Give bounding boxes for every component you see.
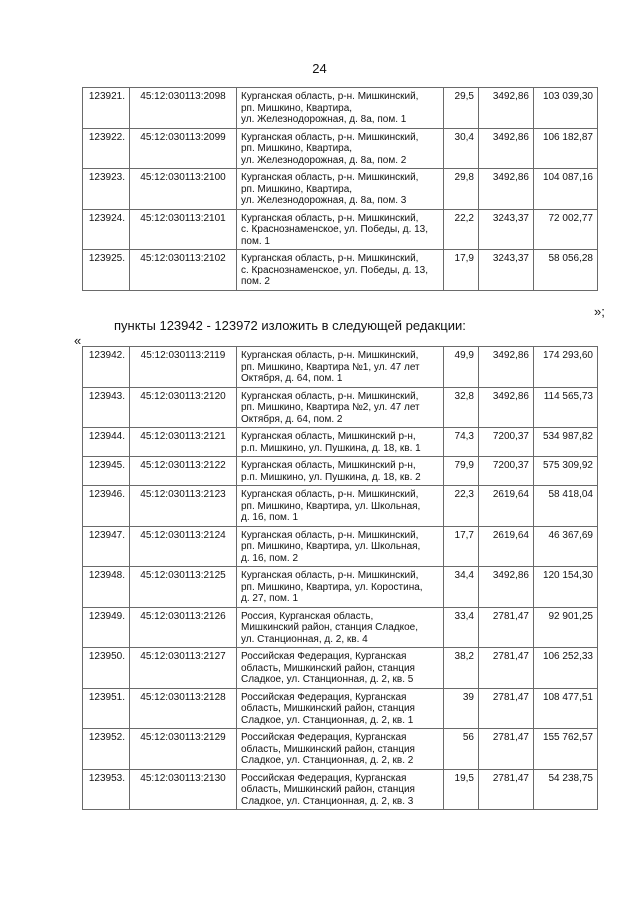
area-cell: 29,5 [444, 88, 479, 129]
cadastral-number-cell: 45:12:030113:2100 [130, 169, 237, 210]
price-per-unit-cell: 3492,86 [479, 347, 534, 388]
address-line: Курганская область, р-н. Мишкинский, [241, 172, 419, 183]
address-line: область, Мишкинский район, станция [241, 784, 415, 795]
table-row [83, 169, 598, 210]
cadastral-number-cell: 45:12:030113:2125 [130, 567, 237, 608]
address-line: ул. Железнодорожная, д. 8а, пом. 1 [241, 114, 407, 125]
row-number-cell: 123924. [83, 209, 130, 250]
address-line: Сладкое, ул. Станционная, д. 2, кв. 3 [241, 795, 414, 807]
address-cell [237, 428, 444, 457]
table-row [83, 486, 598, 527]
row-number-cell: 123946. [83, 486, 130, 527]
price-per-unit-cell: 3492,86 [479, 387, 534, 428]
address-line: рп. Мишкино, Квартира, [241, 183, 353, 195]
total-value-cell: 120 154,30 [534, 567, 598, 608]
address-line: Сладкое, ул. Станционная, д. 2, кв. 1 [241, 714, 414, 726]
cadastral-number-cell: 45:12:030113:2101 [130, 209, 237, 250]
area-cell: 56 [444, 729, 479, 770]
cadastral-number-cell: 45:12:030113:2119 [130, 347, 237, 388]
cadastral-number-cell: 45:12:030113:2127 [130, 648, 237, 689]
opening-quote: « [74, 333, 82, 348]
address-line: р.п. Мишкино, ул. Пушкина, д. 18, кв. 1 [241, 442, 421, 454]
address-line: р.п. Мишкино, ул. Пушкина, д. 18, кв. 2 [241, 471, 421, 483]
row-number-cell: 123922. [83, 128, 130, 169]
table-row [83, 88, 598, 129]
address-line: рп. Мишкино, Квартира, [241, 102, 353, 114]
price-per-unit-cell: 3492,86 [479, 169, 534, 210]
table-top-body [83, 88, 598, 291]
total-value-cell: 92 901,25 [534, 607, 598, 648]
cadastral-number-cell: 45:12:030113:2126 [130, 607, 237, 648]
table-row [83, 347, 598, 388]
address-cell [237, 486, 444, 527]
row-number-cell: 123945. [83, 457, 130, 486]
address-line: рп. Мишкино, Квартира, ул. Коростина, [241, 581, 423, 593]
cadastral-number-cell: 45:12:030113:2102 [130, 250, 237, 291]
address-line: Курганская область, р-н. Мишкинский, [241, 489, 419, 500]
address-cell [237, 169, 444, 210]
address-line: д. 16, пом. 2 [241, 552, 299, 564]
address-line: пом. 2 [241, 276, 270, 287]
area-cell: 19,5 [444, 769, 479, 810]
total-value-cell: 58 418,04 [534, 486, 598, 527]
address-line: Россия, Курганская область, [241, 610, 374, 622]
address-line: Сладкое, ул. Станционная, д. 2, кв. 5 [241, 674, 414, 685]
area-cell: 79,9 [444, 457, 479, 486]
total-value-cell: 103 039,30 [534, 88, 598, 129]
cadastral-number-cell: 45:12:030113:2123 [130, 486, 237, 527]
row-number-cell: 123943. [83, 387, 130, 428]
page-number: 24 [312, 61, 327, 76]
address-line: ул. Железнодорожная, д. 8а, пом. 3 [241, 195, 407, 206]
address-cell [237, 769, 444, 810]
area-cell: 38,2 [444, 648, 479, 689]
address-cell [237, 648, 444, 689]
total-value-cell: 104 087,16 [534, 169, 598, 210]
row-number-cell: 123947. [83, 526, 130, 567]
address-line: Курганская область, р-н. Мишкинский, [241, 390, 419, 402]
price-per-unit-cell: 2781,47 [479, 688, 534, 729]
address-line: рп. Мишкино, Квартира №1, ул. 47 лет [241, 361, 420, 373]
area-cell: 30,4 [444, 128, 479, 169]
property-table-top [82, 87, 598, 291]
area-cell: 22,2 [444, 209, 479, 250]
area-cell: 74,3 [444, 428, 479, 457]
area-cell: 33,4 [444, 607, 479, 648]
table-row [83, 769, 598, 810]
total-value-cell: 174 293,60 [534, 347, 598, 388]
cadastral-number-cell: 45:12:030113:2121 [130, 428, 237, 457]
address-line: рп. Мишкино, Квартира, ул. Школьная, [241, 500, 421, 512]
address-cell [237, 209, 444, 250]
address-line: Мишкинский район, станция Сладкое, [241, 622, 418, 633]
table-row [83, 567, 598, 608]
address-line: область, Мишкинский район, станция [241, 662, 415, 674]
price-per-unit-cell: 3243,37 [479, 250, 534, 291]
address-line: Курганская область, р-н. Мишкинский, [241, 529, 419, 541]
price-per-unit-cell: 2781,47 [479, 769, 534, 810]
price-per-unit-cell: 2619,64 [479, 486, 534, 527]
address-cell [237, 729, 444, 770]
cadastral-number-cell: 45:12:030113:2098 [130, 88, 237, 129]
address-cell [237, 607, 444, 648]
address-line: Курганская область, Мишкинский р-н, [241, 460, 416, 471]
address-line: рп. Мишкино, Квартира, ул. Школьная, [241, 541, 421, 552]
address-line: с. Краснознаменское, ул. Победы, д. 13, [241, 264, 429, 276]
amendment-instruction: пункты 123942 - 123972 изложить в следующей редакции: [114, 318, 466, 333]
row-number-cell: 123953. [83, 769, 130, 810]
table-bottom-body [83, 347, 598, 810]
row-number-cell: 123942. [83, 347, 130, 388]
address-line: Курганская область, Мишкинский р-н, [241, 431, 416, 442]
cadastral-number-cell: 45:12:030113:2122 [130, 457, 237, 486]
row-number-cell: 123950. [83, 648, 130, 689]
address-line: пом. 1 [241, 235, 270, 247]
address-line: рп. Мишкино, Квартира, [241, 143, 353, 154]
table-row [83, 688, 598, 729]
total-value-cell: 106 182,87 [534, 128, 598, 169]
address-line: Курганская область, р-н. Мишкинский, [241, 350, 419, 361]
row-number-cell: 123949. [83, 607, 130, 648]
price-per-unit-cell: 2619,64 [479, 526, 534, 567]
address-line: Октября, д. 64, пом. 2 [241, 413, 343, 425]
price-per-unit-cell: 2781,47 [479, 729, 534, 770]
address-cell [237, 387, 444, 428]
area-cell: 39 [444, 688, 479, 729]
area-cell: 34,4 [444, 567, 479, 608]
total-value-cell: 106 252,33 [534, 648, 598, 689]
row-number-cell: 123944. [83, 428, 130, 457]
total-value-cell: 155 762,57 [534, 729, 598, 770]
total-value-cell: 46 367,69 [534, 526, 598, 567]
row-number-cell: 123921. [83, 88, 130, 129]
total-value-cell: 534 987,82 [534, 428, 598, 457]
price-per-unit-cell: 2781,47 [479, 607, 534, 648]
cadastral-number-cell: 45:12:030113:2129 [130, 729, 237, 770]
row-number-cell: 123925. [83, 250, 130, 291]
address-line: область, Мишкинский район, станция [241, 743, 415, 755]
total-value-cell: 72 002,77 [534, 209, 598, 250]
property-table-bottom [82, 346, 598, 810]
address-cell [237, 347, 444, 388]
address-line: Курганская область, р-н. Мишкинский, [241, 570, 419, 581]
address-line: д. 27, пом. 1 [241, 593, 299, 604]
total-value-cell: 575 309,92 [534, 457, 598, 486]
table-row [83, 648, 598, 689]
address-line: д. 16, пом. 1 [241, 512, 299, 523]
cadastral-number-cell: 45:12:030113:2099 [130, 128, 237, 169]
address-line: Российская Федерация, Курганская [241, 651, 407, 662]
address-cell [237, 688, 444, 729]
area-cell: 29,8 [444, 169, 479, 210]
cadastral-number-cell: 45:12:030113:2130 [130, 769, 237, 810]
closing-quote: »; [594, 304, 605, 319]
address-line: Сладкое, ул. Станционная, д. 2, кв. 2 [241, 755, 414, 766]
total-value-cell: 58 056,28 [534, 250, 598, 291]
price-per-unit-cell: 7200,37 [479, 428, 534, 457]
table-row [83, 457, 598, 486]
price-per-unit-cell: 3492,86 [479, 128, 534, 169]
row-number-cell: 123923. [83, 169, 130, 210]
address-line: Курганская область, р-н. Мишкинский, [241, 212, 419, 224]
row-number-cell: 123948. [83, 567, 130, 608]
row-number-cell: 123951. [83, 688, 130, 729]
area-cell: 17,9 [444, 250, 479, 291]
price-per-unit-cell: 3243,37 [479, 209, 534, 250]
area-cell: 49,9 [444, 347, 479, 388]
address-cell [237, 526, 444, 567]
cadastral-number-cell: 45:12:030113:2120 [130, 387, 237, 428]
table-row [83, 209, 598, 250]
table-row [83, 387, 598, 428]
address-line: ул. Станционная, д. 2, кв. 4 [241, 633, 368, 645]
cadastral-number-cell: 45:12:030113:2128 [130, 688, 237, 729]
area-cell: 22,3 [444, 486, 479, 527]
area-cell: 17,7 [444, 526, 479, 567]
table-row [83, 128, 598, 169]
price-per-unit-cell: 2781,47 [479, 648, 534, 689]
address-cell [237, 567, 444, 608]
address-cell [237, 457, 444, 486]
address-line: область, Мишкинский район, станция [241, 703, 415, 714]
address-cell [237, 88, 444, 129]
table-row [83, 526, 598, 567]
table-row [83, 250, 598, 291]
total-value-cell: 54 238,75 [534, 769, 598, 810]
address-line: Курганская область, р-н. Мишкинский, [241, 253, 419, 264]
cadastral-number-cell: 45:12:030113:2124 [130, 526, 237, 567]
address-cell [237, 250, 444, 291]
address-line: Курганская область, р-н. Мишкинский, [241, 131, 419, 143]
price-per-unit-cell: 7200,37 [479, 457, 534, 486]
total-value-cell: 108 477,51 [534, 688, 598, 729]
address-line: рп. Мишкино, Квартира №2, ул. 47 лет [241, 402, 420, 413]
table-row [83, 729, 598, 770]
address-line: Курганская область, р-н. Мишкинский, [241, 91, 419, 102]
table-row [83, 607, 598, 648]
address-line: Российская Федерация, Курганская [241, 691, 407, 703]
address-line: Октября, д. 64, пом. 1 [241, 373, 343, 384]
address-line: Российская Федерация, Курганская [241, 732, 407, 743]
address-line: Российская Федерация, Курганская [241, 772, 407, 784]
price-per-unit-cell: 3492,86 [479, 567, 534, 608]
address-line: ул. Железнодорожная, д. 8а, пом. 2 [241, 154, 407, 166]
row-number-cell: 123952. [83, 729, 130, 770]
address-line: с. Краснознаменское, ул. Победы, д. 13, [241, 224, 429, 235]
price-per-unit-cell: 3492,86 [479, 88, 534, 129]
address-cell [237, 128, 444, 169]
area-cell: 32,8 [444, 387, 479, 428]
total-value-cell: 114 565,73 [534, 387, 598, 428]
table-row [83, 428, 598, 457]
